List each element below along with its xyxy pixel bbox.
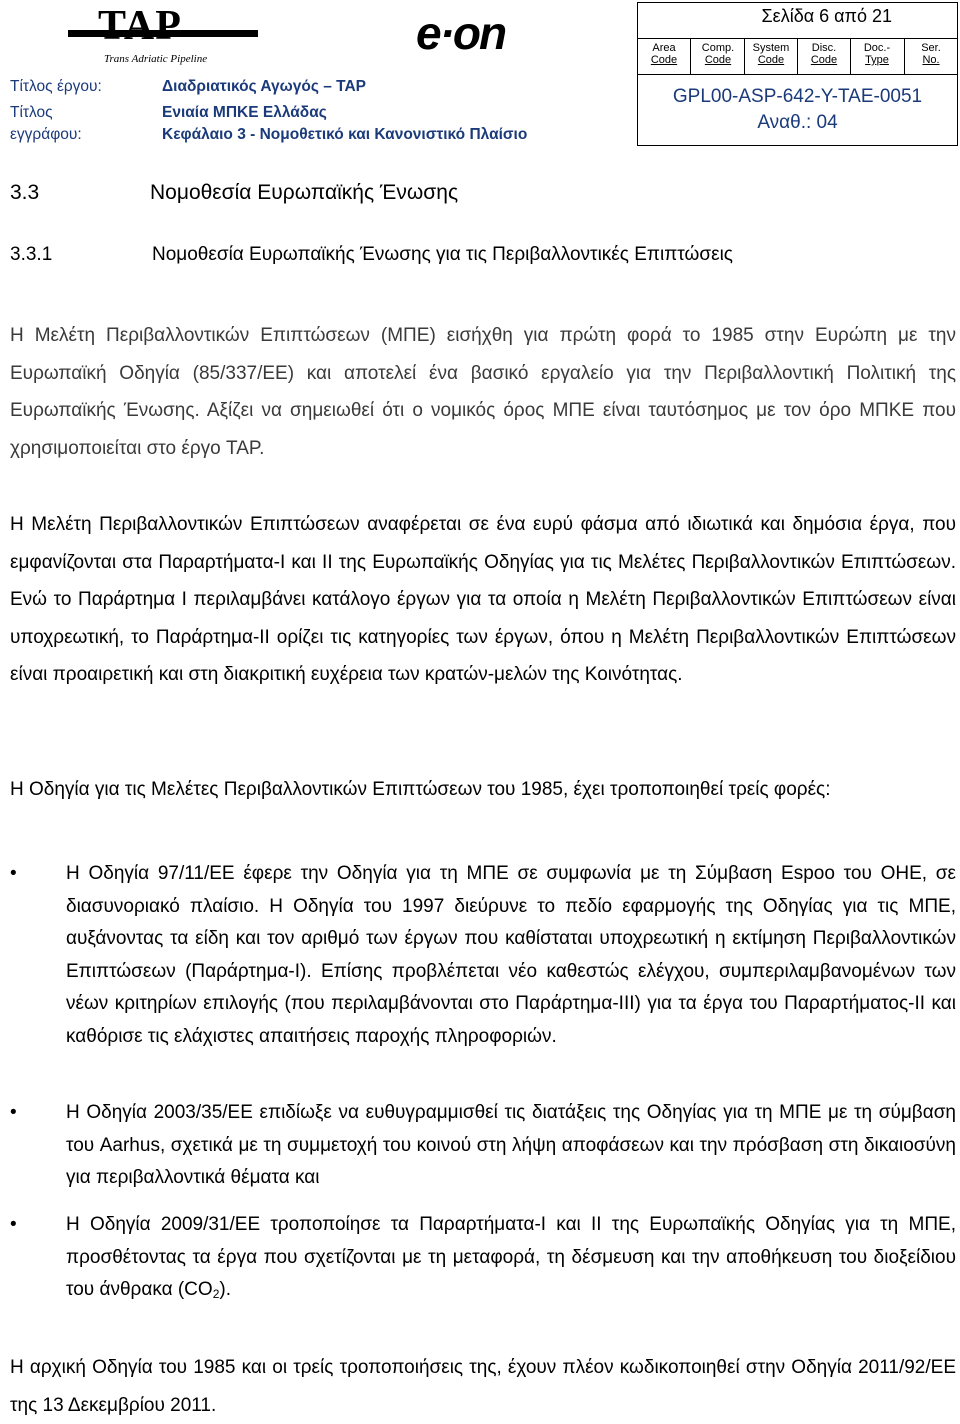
- list-item: [10, 858, 956, 1053]
- doc-code-grid: [637, 2, 958, 146]
- tap-logo-subtitle: Trans Adriatic Pipeline: [104, 53, 208, 65]
- code-col-label: Code: [757, 54, 785, 66]
- section-number: 3.3: [10, 181, 40, 204]
- paragraph-1-part-a: Η Μελέτη Περιβαλλοντικών Επιπτώσεων (ΜΠΕ) εισήχθη για πρώτη φορά το 1985 στην Ευρώπη με την Ευρωπαϊκή Οδηγία (85/337/ΕΕ) και αποτελεί ένα βασικό εργαλείο για την Περιβαλλοντική Πολιτική της Ευρωπαϊκής Ένωσης.: [10, 325, 956, 421]
- code-col-label: Doc.-: [863, 42, 891, 54]
- paragraph-2-part-b: Ενώ το Παράρτημα I περιλαμβάνει κατάλογο έργων για τα οποία η Μελέτη Περιβαλλοντικών Επιπτώσεων είναι υποχρεωτική, το Παράρτημα-II ορίζει τις κατηγορίες των έργων, όπου η Μελέτη Περιβαλλοντικών Επιπτώσεων είναι προαιρετική και στη διακριτική ευχέρεια των κρατών-μελών της Κοινότητας.: [10, 589, 956, 685]
- paragraph-4-text: Η αρχική Οδηγία του 1985 και οι τρείς τροποποιήσεις της, έχουν πλέον κωδικοποιηθεί στην Οδηγία 2011/92/ΕΕ της 13 Δεκεμβρίου 2011.: [10, 1357, 956, 1416]
- page-indicator: Σελίδα 6 από 21: [761, 6, 892, 26]
- doc-title-label-2: εγγράφου:: [10, 126, 82, 143]
- subsection-number: 3.3.1: [10, 244, 53, 265]
- paragraph-1-part-b: Αξίζει να σημειωθεί ότι ο νομικός όρος ΜΠΕ είναι ταυτόσημος με τον όρο ΜΠΚΕ που χρησιμοποιείται στο έργο TAP.: [10, 400, 957, 459]
- subsection-title: Νομοθεσία Ευρωπαϊκής Ένωσης για τις Περιβαλλοντικές Επιπτώσεις: [152, 244, 733, 265]
- code-col-disc: [798, 42, 850, 66]
- list-item: [10, 1209, 956, 1311]
- tap-logo-word: TAP: [98, 3, 182, 49]
- document-number: GPL00-ASP-642-Y-TAE-0051: [672, 86, 923, 107]
- list-item-text-a: Η Οδηγία 2009/31/ΕΕ τροποποίησε τα Παραρτήματα-I και II της Ευρωπαϊκής Οδηγίας για τη ΜΠΕ, προσθέτοντας τα έργα που σχετίζονται με τη μεταφορά, τη δέσμευση και την αποθήκευση του διοξείδιου του άνθρακα (CO: [66, 1214, 956, 1300]
- code-col-label: Code: [810, 54, 838, 66]
- paragraph-2-part-a: Η Μελέτη Περιβαλλοντικών Επιπτώσεων αναφέρεται σε ένα ευρύ φάσμα από ιδιωτικά και δημόσια έργα, που εμφανίζονται στα Παραρτήματα-I και II της Ευρωπαϊκής Οδηγίας για τις Μελέτες Περιβαλλοντικών Επιπτώσεων.: [10, 514, 956, 573]
- doc-title-label-1: Τίτλος: [10, 104, 53, 121]
- subsection-heading: [10, 244, 733, 266]
- paragraph-3: [10, 771, 956, 809]
- subscript-2: 2: [212, 1287, 220, 1301]
- list-item: [10, 1097, 956, 1195]
- code-col-label: System: [752, 42, 790, 54]
- code-col-area: [638, 42, 690, 66]
- code-col-serno: [905, 42, 957, 66]
- paragraph-1: [10, 317, 956, 467]
- section-title: Νομοθεσία Ευρωπαϊκής Ένωσης: [150, 181, 459, 204]
- bullet-icon: •: [10, 863, 17, 884]
- list-item-text: Η Οδηγία 97/11/ΕΕ έφερε την Οδηγία για τη ΜΠΕ σε συμφωνία με τη Σύμβαση Espoo του ΟΗΕ, σε διασυνοριακό πλαίσιο. Η Οδηγία του 1997 διεύρυνε το πεδίο εφαρμογής της Οδηγίας για τις ΜΠΕ, αυξάνοντας τα είδη και τον αριθμό των έργων που καθίσταται υποχρεωτική η εκτίμηση Περιβαλλοντικών Επιπτώσεων (Παράρτημα-I). Επίσης προβλέπεται νέο καθεστώς ελέγχου, συμπεριλαμβανομένων των νέων κριτηρίων επιλογής (που περιλαμβάνονται στο Παράρτημα-III) για τα έργα του Παραρτήματος-II και καθόρισε τις ελάχιστες απαιτήσεις παροχής πληροφοριών.: [66, 863, 956, 1047]
- code-col-label: Code: [650, 54, 678, 66]
- code-col-comp: [692, 42, 744, 66]
- section-heading: [10, 181, 458, 205]
- code-col-label: Disc.: [811, 42, 837, 54]
- revision-number: Αναθ.: 04: [757, 112, 838, 133]
- bullet-icon: •: [10, 1102, 17, 1123]
- code-col-label: No.: [922, 54, 940, 66]
- paragraph-4: [10, 1349, 956, 1424]
- paragraph-2: [10, 506, 956, 694]
- document-header: [0, 0, 960, 150]
- paragraph-3-text: Η Οδηγία για τις Μελέτες Περιβαλλοντικών Επιπτώσεων του 1985, έχει τροποποιηθεί τρείς φορές:: [10, 779, 831, 800]
- code-col-label: Area: [652, 42, 676, 54]
- list-item-text: Η Οδηγία 2003/35/ΕΕ επιδίωξε να ευθυγραμμισθεί τις διατάξεις της Οδηγίας για τη ΜΠΕ με τη σύμβαση του Aarhus, σχετικά με τη συμμετοχή του κοινού στη λήψη αποφάσεων και την πρόσβαση στη δικαιοσύνη για περιβαλλοντικά θέματα και: [66, 1102, 956, 1188]
- code-col-doctype: [851, 42, 903, 66]
- code-col-system: [745, 42, 797, 66]
- code-col-label: Comp.: [701, 42, 735, 54]
- list-item-text-b: ).: [219, 1279, 231, 1300]
- code-col-label: Code: [704, 54, 732, 66]
- eon-logo: e·on: [416, 7, 506, 59]
- doc-title-value-1: Ενιαία ΜΠΚΕ Ελλάδας: [162, 104, 327, 121]
- list-item-text: [66, 1209, 956, 1311]
- code-col-label: Type: [865, 54, 889, 66]
- bullet-icon: •: [10, 1214, 17, 1235]
- doc-title-value-2: Κεφάλαιο 3 - Νομοθετικό και Κανονιστικό Πλαίσιο: [162, 126, 528, 143]
- project-value: Διαδριατικός Αγωγός – TAP: [162, 78, 366, 95]
- tap-logo: [68, 3, 258, 66]
- code-col-label: Ser.: [921, 42, 941, 54]
- project-label: Τίτλος έργου:: [10, 78, 102, 95]
